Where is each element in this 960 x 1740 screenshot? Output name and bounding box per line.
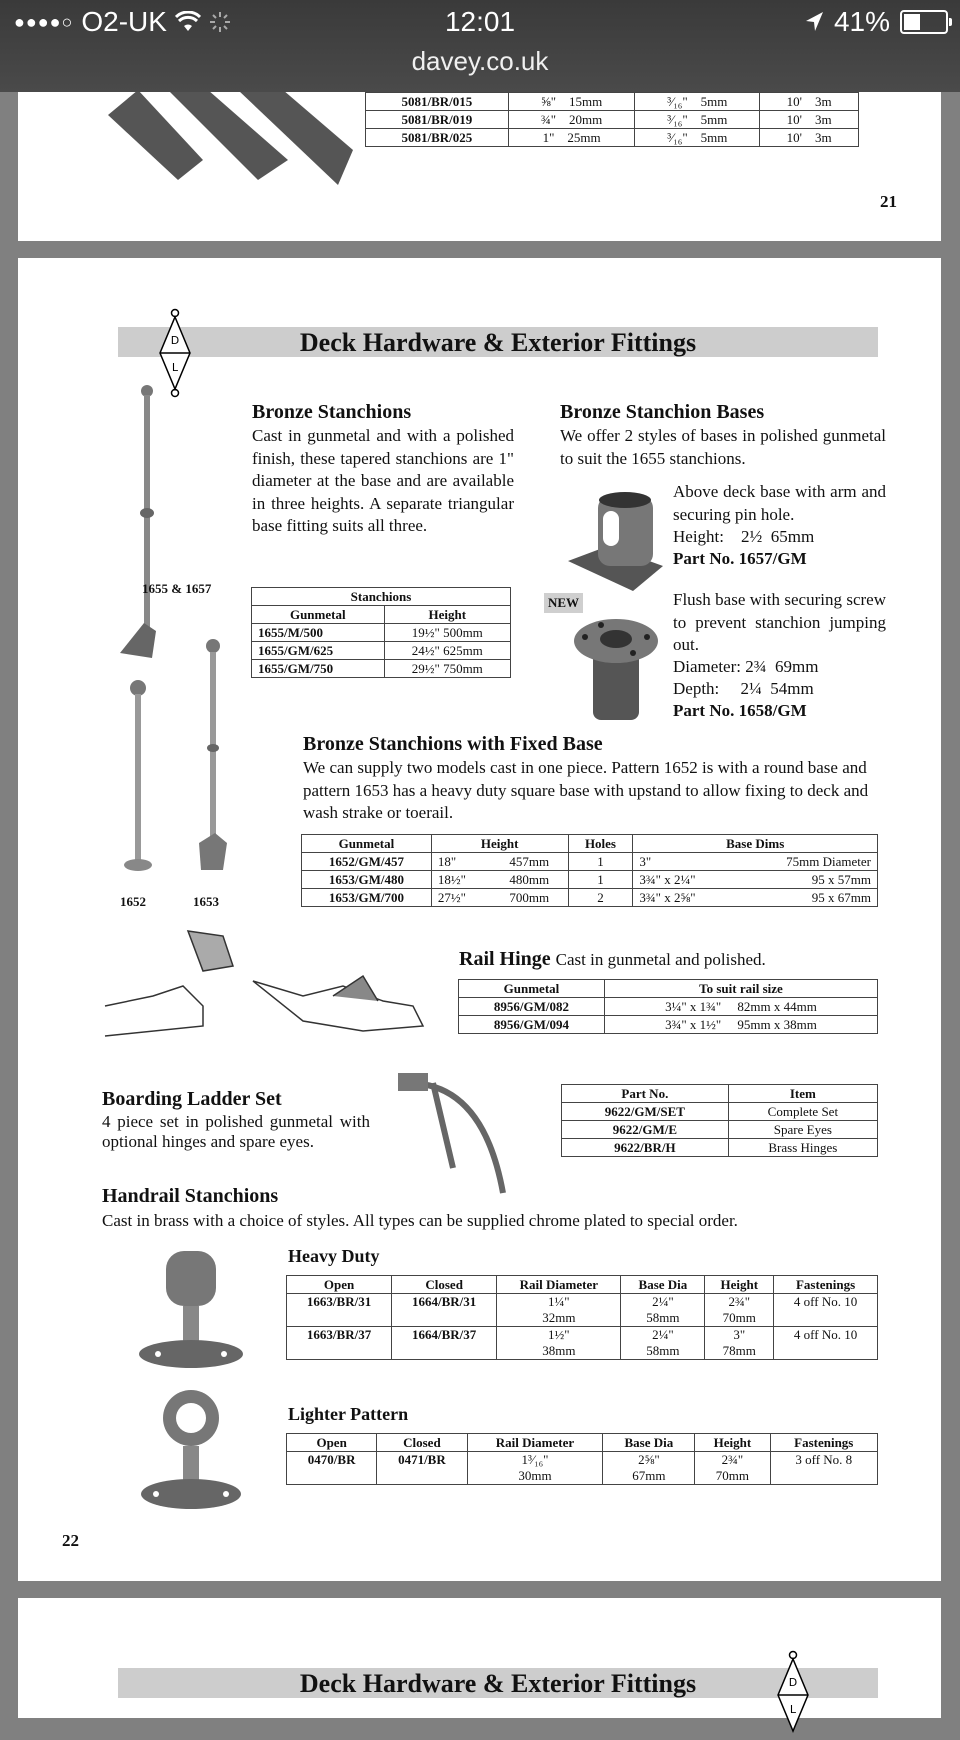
cell: 10' 3m <box>760 129 859 147</box>
browser-status-bar <box>0 0 960 92</box>
column-header: Fastenings <box>774 1276 878 1294</box>
cell: 1652/GM/457 <box>302 853 432 871</box>
cell: 3" 78mm <box>705 1327 774 1360</box>
section-banner <box>118 1668 878 1698</box>
boarding-ladder-table <box>561 1084 878 1157</box>
cell: 29½" 750mm <box>384 660 510 678</box>
table-header-row <box>302 835 878 853</box>
cell: 2¼" 58mm <box>621 1327 705 1360</box>
cell: 0471/BR <box>377 1452 467 1485</box>
cell: 18½" <box>431 871 491 889</box>
stanchion-1655-photo <box>118 383 158 663</box>
column-header: Base Dia <box>621 1276 705 1294</box>
column-header: Rail Diameter <box>497 1276 621 1294</box>
table-row <box>302 853 878 871</box>
cell: 1³⁄₁₆" 30mm <box>467 1452 603 1485</box>
cell: 1664/BR/37 <box>392 1327 497 1360</box>
page-number: 21 <box>880 192 897 211</box>
image-label-1655-1657: 1655 & 1657 <box>142 581 212 596</box>
column-header: Base Dims <box>633 835 878 853</box>
above-deck-spec: Height: 2½ 65mm <box>673 527 815 546</box>
cell: 95 x 67mm <box>734 889 877 907</box>
lighter-pattern-title: Lighter Pattern <box>288 1404 409 1424</box>
carrier-name: O2-UK <box>81 6 167 37</box>
column-header: Height <box>384 606 510 624</box>
flush-base-spec-diameter: Diameter: 2¾ 69mm <box>673 657 819 676</box>
cell: 5081/BR/025 <box>366 129 509 147</box>
flush-base-photo <box>573 615 663 725</box>
cell: 2¼" 58mm <box>621 1294 705 1327</box>
cell: 457mm <box>491 853 568 871</box>
cell: 480mm <box>491 871 568 889</box>
cell: ³⁄₁₆" 5mm <box>635 111 760 129</box>
cell: 10' 3m <box>760 111 859 129</box>
cell: 1655/GM/625 <box>252 642 385 660</box>
cell: ³⁄₁₆" 5mm <box>635 93 760 111</box>
stanchion-1652-photo <box>118 678 158 878</box>
cell: 95 x 57mm <box>734 871 877 889</box>
above-deck-part-number: Part No. 1657/GM <box>673 549 807 568</box>
table-row <box>302 871 878 889</box>
boarding-ladder-text: 4 piece set in polished gunmetal with optional hinges and spare eyes. <box>102 1112 370 1151</box>
cell: 5081/BR/019 <box>366 111 509 129</box>
cell: 9622/GM/E <box>562 1121 729 1139</box>
cell: ³⁄₁₆" 5mm <box>635 129 760 147</box>
fixed-base-table <box>301 834 878 907</box>
rail-hinge-table <box>458 979 878 1034</box>
table-row <box>366 129 859 147</box>
image-label-1653: 1653 <box>193 894 219 909</box>
section-title-boarding-ladder: Boarding Ladder Set <box>102 1088 282 1110</box>
cell: 4 off No. 10 <box>774 1327 878 1360</box>
table-header-row <box>287 1276 878 1294</box>
cell: 700mm <box>491 889 568 907</box>
table-row <box>562 1103 878 1121</box>
clock: 12:01 <box>444 6 516 37</box>
cell: 1½" 38mm <box>497 1327 621 1360</box>
cell: 3¼" x 1¾" 82mm x 44mm <box>604 998 877 1016</box>
cell: 1 <box>568 853 633 871</box>
column-header: Gunmetal <box>302 835 432 853</box>
rail-hinge-title: Rail Hinge <box>459 948 551 970</box>
cell: 4 off No. 10 <box>774 1294 878 1327</box>
table-row <box>366 111 859 129</box>
table-row <box>459 998 878 1016</box>
cell: 3¾" x 1½" 95mm x 38mm <box>604 1016 877 1034</box>
battery-percent: 41% <box>833 6 890 37</box>
new-badge: NEW <box>544 593 583 613</box>
stanchions-table <box>251 587 511 678</box>
column-header: Part No. <box>562 1085 729 1103</box>
page-number: 22 <box>62 1531 79 1550</box>
flush-base-spec-depth: Depth: 2¼ 54mm <box>673 679 814 698</box>
battery-icon <box>900 10 948 34</box>
above-deck-desc: Above deck base with arm and securing pin hole. <box>673 482 886 524</box>
column-header: Height <box>431 835 568 853</box>
cell: 1655/GM/750 <box>252 660 385 678</box>
section-title-bronze-stanchions: Bronze Stanchions <box>252 401 412 423</box>
cell: 3 off No. 8 <box>770 1452 878 1485</box>
flush-base-part-number: Part No. 1658/GM <box>673 701 807 720</box>
cell: 2¾" 70mm <box>705 1294 774 1327</box>
dl-logo-icon <box>776 1650 810 1740</box>
cell: 27½" <box>431 889 491 907</box>
lighter-pattern-table <box>286 1433 878 1485</box>
location-arrow-icon <box>804 11 824 33</box>
table-row <box>252 624 511 642</box>
table-caption: Stanchions <box>252 588 511 606</box>
section-title-stanchion-bases: Bronze Stanchion Bases <box>560 401 765 423</box>
cell: ¾" 20mm <box>508 111 635 129</box>
cell: 8956/GM/082 <box>459 998 605 1016</box>
section-title-handrail-stanchions: Handrail Stanchions <box>102 1185 279 1207</box>
cell: 3¾" x 2¼" <box>633 871 734 889</box>
half-round-rail-table <box>365 92 859 147</box>
column-header: Open <box>287 1434 377 1452</box>
svg-text:D: D <box>788 1676 798 1689</box>
column-header: Fastenings <box>770 1434 878 1452</box>
cell: 1653/GM/480 <box>302 871 432 889</box>
table-row <box>562 1139 878 1157</box>
page-22 <box>18 258 941 1581</box>
above-deck-base-photo <box>563 486 673 596</box>
status-right <box>804 6 948 38</box>
cell: Spare Eyes <box>728 1121 877 1139</box>
column-header: Height <box>705 1276 774 1294</box>
cell: 9622/GM/SET <box>562 1103 729 1121</box>
flush-base-desc: Flush base with securing screw to prevent stanchion jumping out. <box>673 590 886 654</box>
cell: ⅝" 15mm <box>508 93 635 111</box>
column-header: Closed <box>392 1276 497 1294</box>
column-header: Open <box>287 1276 392 1294</box>
section-banner <box>118 327 878 357</box>
cell: 2¾" 70mm <box>695 1452 770 1485</box>
handrail-text: Cast in brass with a choice of styles. All types can be supplied chrome plated to special order. <box>102 1211 738 1230</box>
cell: 2 <box>568 889 633 907</box>
half-round-rail-photo <box>108 90 353 185</box>
stanchion-1653-photo <box>193 638 233 878</box>
column-header: Closed <box>377 1434 467 1452</box>
rail-hinge-subtitle: Cast in gunmetal and polished. <box>555 950 766 969</box>
table-row <box>366 93 859 111</box>
cell: Brass Hinges <box>728 1139 877 1157</box>
cell: Complete Set <box>728 1103 877 1121</box>
rail-hinge-diagram <box>103 926 433 1051</box>
cell: 10' 3m <box>760 93 859 111</box>
cell: 5081/BR/015 <box>366 93 509 111</box>
cell: 0470/BR <box>287 1452 377 1485</box>
banner-title: Deck Hardware & Exterior Fittings <box>299 328 697 357</box>
table-header-row <box>459 980 878 998</box>
column-header: Base Dia <box>603 1434 695 1452</box>
svg-text:L: L <box>171 361 179 374</box>
table-header-row <box>287 1434 878 1452</box>
svg-text:D: D <box>170 334 180 347</box>
heavy-duty-table <box>286 1275 878 1360</box>
column-header: To suit rail size <box>604 980 877 998</box>
table-row <box>252 660 511 678</box>
table-row <box>287 1294 878 1327</box>
cell: 2⅝" 67mm <box>603 1452 695 1485</box>
cell: 1663/BR/31 <box>287 1294 392 1327</box>
table-header-row <box>252 606 511 624</box>
section-title-fixed-base: Bronze Stanchions with Fixed Base <box>303 733 603 755</box>
column-header: Gunmetal <box>252 606 385 624</box>
dl-logo-icon <box>158 308 192 398</box>
column-header: Holes <box>568 835 633 853</box>
cell: 1" 25mm <box>508 129 635 147</box>
boarding-ladder-photo <box>393 1068 543 1198</box>
signal-strength-icon: ●●●●○ <box>14 11 74 32</box>
page-23 <box>18 1598 941 1718</box>
column-header: Rail Diameter <box>467 1434 603 1452</box>
svg-text:L: L <box>789 1703 797 1716</box>
cell: 75mm Diameter <box>734 853 877 871</box>
cell: 9622/BR/H <box>562 1139 729 1157</box>
heavy-duty-title: Heavy Duty <box>288 1246 380 1266</box>
table-row <box>252 642 511 660</box>
cell: 1664/BR/31 <box>392 1294 497 1327</box>
table-row <box>302 889 878 907</box>
cell: 1663/BR/37 <box>287 1327 392 1360</box>
column-header: Item <box>728 1085 877 1103</box>
fixed-base-text: We can supply two models cast in one piece. Pattern 1652 is with a round base and pattern 1653 has a heavy duty square base with upstand to allow fixing to deck and wash strake or toerail. <box>303 758 869 822</box>
column-header: Gunmetal <box>459 980 605 998</box>
banner-title: Deck Hardware & Exterior Fittings <box>299 1669 697 1698</box>
table-header-row <box>562 1085 878 1103</box>
table-row <box>562 1121 878 1139</box>
cell: 1653/GM/700 <box>302 889 432 907</box>
cell: 18" <box>431 853 491 871</box>
cell: 24½" 625mm <box>384 642 510 660</box>
cell: 8956/GM/094 <box>459 1016 605 1034</box>
table-row <box>459 1016 878 1034</box>
image-label-1652: 1652 <box>120 894 146 909</box>
stanchion-bases-text: We offer 2 styles of bases in polished gunmetal to suit the 1655 stanchions. <box>560 426 886 468</box>
table-caption-row <box>252 588 511 606</box>
table-row <box>287 1452 878 1485</box>
heavy-duty-handrail-photo <box>138 1246 248 1371</box>
cell: 1¼" 32mm <box>497 1294 621 1327</box>
cell: 3¾" x 2⅝" <box>633 889 734 907</box>
cell: 3" <box>633 853 734 871</box>
cell: 19½" 500mm <box>384 624 510 642</box>
table-row <box>287 1327 878 1360</box>
url-bar[interactable]: davey.co.uk <box>411 46 549 76</box>
section-title-rail-hinge <box>459 948 766 971</box>
cell: 1655/M/500 <box>252 624 385 642</box>
bronze-stanchions-text: Cast in gunmetal and with a polished finish, these tapered stanchions are 1" diameter at the base and are available in three heights. A separate triangular base fitting suits all three. <box>252 426 514 535</box>
lighter-pattern-handrail-photo <box>138 1388 248 1513</box>
column-header: Height <box>695 1434 770 1452</box>
cell: 1 <box>568 871 633 889</box>
